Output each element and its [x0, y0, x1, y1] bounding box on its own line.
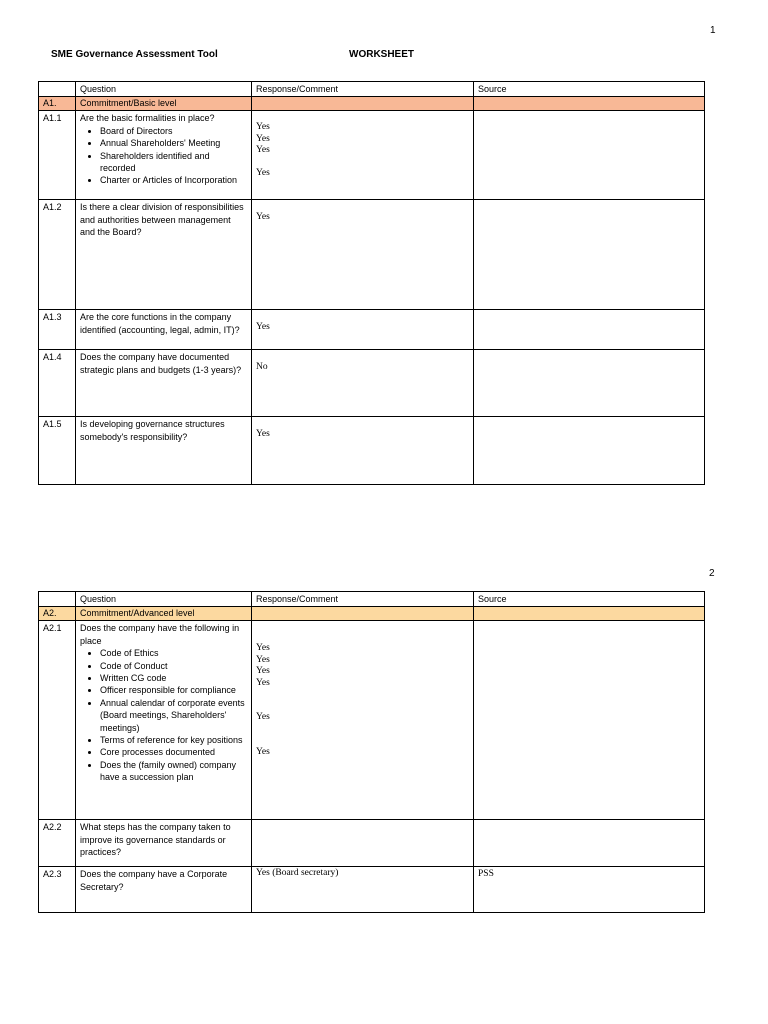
table-header-row [39, 82, 705, 97]
response-cell [252, 417, 474, 485]
list-item: • Code of Conduct [100, 660, 247, 672]
table-row [39, 867, 705, 913]
section-id: A2. [39, 607, 76, 621]
tool-title: SME Governance Assessment Tool [51, 49, 218, 60]
source-cell [474, 820, 705, 867]
table-header-row [39, 592, 705, 607]
list-item: • Annual Shareholders' Meeting [100, 137, 247, 149]
list-item: • Does the (family owned) company have a succession plan [100, 759, 247, 784]
table-row [39, 350, 705, 417]
header-cell: Source [474, 592, 705, 607]
response-text: Yes [256, 212, 270, 223]
row-id: A1.3 [39, 310, 76, 350]
section-title: Commitment/Advanced level [76, 607, 252, 621]
bullet-list [80, 125, 247, 187]
response-text: Yes [256, 746, 270, 757]
source-cell [474, 350, 705, 417]
question-text: Are the basic formalities in place? [80, 113, 215, 124]
header-cell [39, 82, 76, 97]
worksheet-table-1 [38, 81, 705, 485]
list-item: • Written CG code [100, 672, 247, 684]
question-text: Does the company have a Corporate Secretary? [76, 867, 252, 913]
row-id: A1.5 [39, 417, 76, 485]
row-id: A1.1 [39, 111, 76, 200]
response-text: No [256, 362, 268, 373]
question-text: Are the core functions in the company identified (accounting, legal, admin, IT)? [76, 310, 252, 350]
question-cell [76, 111, 252, 200]
header-cell: Question [76, 592, 252, 607]
table-row [39, 111, 705, 200]
question-text: Does the company have documented strategic plans and budgets (1-3 years)? [76, 350, 252, 417]
source-cell: PSS [474, 867, 705, 913]
response-cell [252, 310, 474, 350]
list-item: • Code of Ethics [100, 647, 247, 659]
question-text: Does the company have the following in place [80, 623, 240, 646]
header-cell: Source [474, 82, 705, 97]
question-text: What steps has the company taken to improve its governance standards or practices? [76, 820, 252, 867]
table-row [39, 820, 705, 867]
question-cell [76, 621, 252, 820]
section-title: Commitment/Basic level [76, 97, 252, 111]
row-id: A2.2 [39, 820, 76, 867]
response-text: Yes [256, 712, 270, 723]
response-cell [252, 820, 474, 867]
header-cell [39, 592, 76, 607]
list-item: • Shareholders identified and recorded [100, 150, 247, 175]
header-cell: Question [76, 82, 252, 97]
table-row [39, 200, 705, 310]
header-cell: Response/Comment [252, 82, 474, 97]
row-id: A2.3 [39, 867, 76, 913]
section-row [39, 607, 705, 621]
response-text: Yes (Board secretary) [256, 868, 339, 879]
section-id: A1. [39, 97, 76, 111]
list-item: • Officer responsible for compliance [100, 684, 247, 696]
response-cell [252, 621, 474, 820]
response-text: Yes [256, 145, 270, 156]
response-cell [252, 200, 474, 310]
question-text: Is there a clear division of responsibilities and authorities between management and the Board? [76, 200, 252, 310]
section-row [39, 97, 705, 111]
table-row [39, 310, 705, 350]
response-cell [252, 867, 474, 913]
row-id: A1.2 [39, 200, 76, 310]
list-item: • Board of Directors [100, 125, 247, 137]
source-cell [474, 111, 705, 200]
list-item: • Core processes documented [100, 746, 247, 758]
response-cell [252, 350, 474, 417]
header-cell: Response/Comment [252, 592, 474, 607]
page-number: 2 [709, 568, 715, 579]
response-text: Yes [256, 429, 270, 440]
response-cell [252, 111, 474, 200]
source-cell [474, 621, 705, 820]
question-text: Is developing governance structures somebody's responsibility? [76, 417, 252, 485]
bullet-list [80, 647, 247, 783]
response-text: Yes [256, 122, 270, 133]
row-id: A1.4 [39, 350, 76, 417]
source-cell [474, 200, 705, 310]
table-row [39, 621, 705, 820]
worksheet-title: WORKSHEET [349, 49, 414, 60]
source-cell [474, 417, 705, 485]
response-text: Yes [256, 133, 270, 144]
response-text: Yes [256, 322, 270, 333]
table-row [39, 417, 705, 485]
list-item: • Annual calendar of corporate events (Board meetings, Shareholders' meetings) [100, 697, 247, 734]
list-item: • Charter or Articles of Incorporation [100, 174, 247, 186]
response-text: Yes [256, 167, 270, 178]
worksheet-table-2 [38, 591, 705, 913]
response-text: Yes [256, 677, 270, 688]
source-cell [474, 310, 705, 350]
response-text: Yes [256, 654, 270, 665]
row-id: A2.1 [39, 621, 76, 820]
response-text: Yes [256, 643, 270, 654]
list-item: • Terms of reference for key positions [100, 734, 247, 746]
page-number: 1 [710, 25, 716, 36]
response-text: Yes [256, 666, 270, 677]
